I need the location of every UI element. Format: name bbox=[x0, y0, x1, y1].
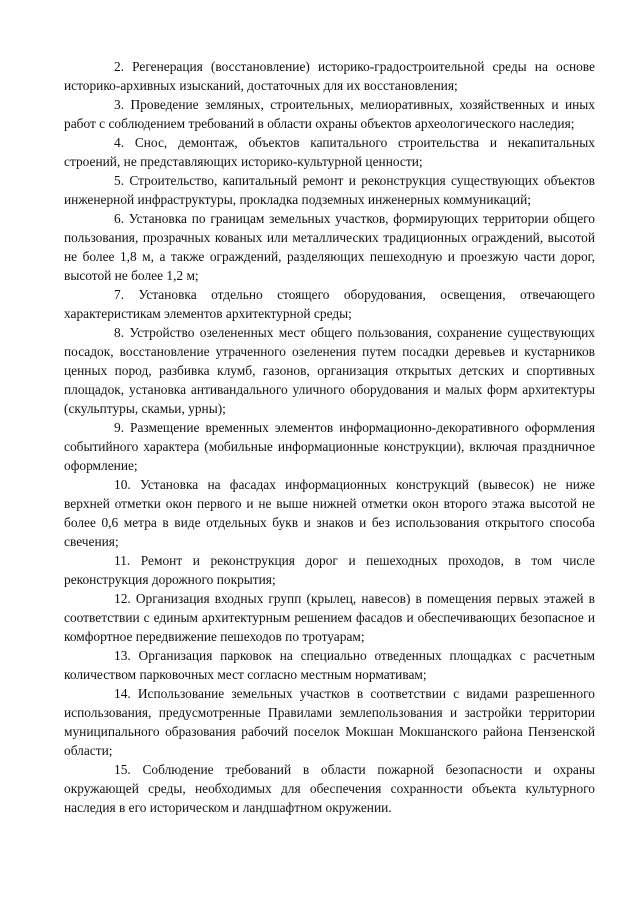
paragraph-item-13: 13. Организация парковок на специально отведенных площадках с расчетным количеством парковочных мест согласно местным нормативам; bbox=[64, 648, 595, 682]
paragraph-item-7: 7. Установка отдельно стоящего оборудования, освещения, отвечающего характеристикам элементов архитектурной среды; bbox=[64, 287, 595, 321]
paragraph-item-11: 11. Ремонт и реконструкция дорог и пешеходных проходов, в том числе реконструкция дорожного покрытия; bbox=[64, 553, 595, 587]
paragraph-item-15: 15. Соблюдение требований в области пожарной безопасности и охраны окружающей среды, необходимых для обеспечения сохранности объекта культурного наследия в его историческом и ландшафтном окружении. bbox=[64, 762, 595, 815]
paragraph-item-4: 4. Снос, демонтаж, объектов капитального строительства и некапитальных строений, не представляющих историко-культурной ценности; bbox=[64, 135, 595, 169]
paragraph-item-8: 8. Устройство озелененных мест общего пользования, сохранение существующих посадок, восстановление утраченного озеленения путем посадки деревьев и кустарников ценных пород, разбивка клумб, газонов, организация открытых детских и спортивных площадок, установка антивандального уличного оборудования и малых форм архитектуры (скульптуры, скамьи, урны); bbox=[64, 325, 595, 416]
document-body bbox=[64, 57, 595, 817]
paragraph-item-5: 5. Строительство, капитальный ремонт и реконструкция существующих объектов инженерной инфраструктуры, прокладка подземных инженерных коммуникаций; bbox=[64, 173, 595, 207]
paragraph-item-14: 14. Использование земельных участков в соответствии с видами разрешенного использования, предусмотренные Правилами землепользования и застройки территории муниципального образования рабочий поселок Мокшан Мокшанского района Пензенской области; bbox=[64, 686, 595, 758]
paragraph-item-10: 10. Установка на фасадах информационных конструкций (вывесок) не ниже верхней отметки окон первого и не выше нижней отметки окон второго этажа высотой не более 0,6 метра в виде отдельных букв и знаков и без использования открытого способа свечения; bbox=[64, 477, 595, 549]
paragraph-item-3: 3. Проведение земляных, строительных, мелиоративных, хозяйственных и иных работ с соблюдением требований в области охраны объектов археологического наследия; bbox=[64, 97, 595, 131]
paragraph-item-12: 12. Организация входных групп (крылец, навесов) в помещения первых этажей в соответствии с единым архитектурным решением фасадов и обеспечивающих безопасное и комфортное передвижение пешеходов по тротуарам; bbox=[64, 591, 595, 644]
paragraph-item-9: 9. Размещение временных элементов информационно-декоративного оформления событийного характера (мобильные информационные конструкции), включая праздничное оформление; bbox=[64, 420, 595, 473]
paragraph-item-2: 2. Регенерация (восстановление) историко-градостроительной среды на основе историко-архивных изысканий, достаточных для их восстановления; bbox=[64, 59, 595, 93]
paragraph-item-6: 6. Установка по границам земельных участков, формирующих территории общего пользования, прозрачных кованых или металлических традиционных ограждений, высотой не более 1,8 м, а также ограждений, разделяющих пешеходную и проезжую части дорог, высотой не более 1,2 м; bbox=[64, 211, 595, 283]
